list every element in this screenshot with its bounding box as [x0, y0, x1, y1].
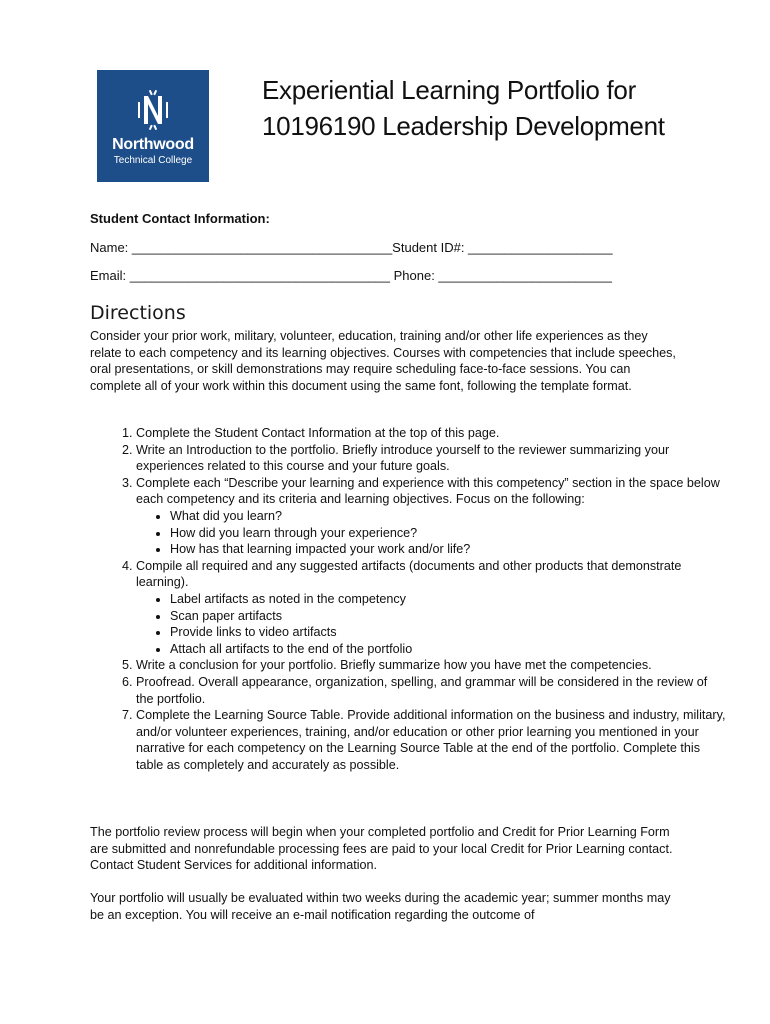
step-text: Complete the Student Contact Information at the top of this page.	[136, 426, 500, 440]
step-text: Complete the Learning Source Table. Provide additional information on the business and industry, military, and/or volunteer experiences, training, and/or education or other prior learning you mentioned in your narrative for each competency on the Learning Source Table at the end of the portfolio. Complete this table as completely and accurately as possible.	[136, 708, 726, 772]
sub-bullet-item: • Provide links to video artifacts	[170, 624, 726, 641]
step-sub-list	[136, 508, 726, 558]
step-text: Write an Introduction to the portfolio. Briefly introduce yourself to the reviewer summarizing your experiences related to this course and your future goals.	[136, 442, 670, 474]
directions-heading: Directions	[90, 302, 186, 324]
email-phone-fields[interactable]: Email: ____________________________________ Phone: ________________________	[90, 268, 612, 283]
directions-steps-list	[90, 425, 726, 773]
logo-subtitle: Technical College	[113, 155, 193, 166]
step-item	[136, 558, 726, 658]
name-student-id-fields[interactable]: Name: ____________________________________Student ID#: ____________________	[90, 240, 613, 255]
step-item	[136, 707, 726, 773]
sub-bullet-item: • Scan paper artifacts	[170, 608, 726, 625]
sub-bullet-item: • Attach all artifacts to the end of the portfolio	[170, 641, 726, 658]
step-text: Write a conclusion for your portfolio. Briefly summarize how you have met the competencies.	[136, 658, 652, 673]
step-text: Compile all required and any suggested artifacts (documents and other products that demonstrate learning).	[136, 558, 682, 590]
evaluation-paragraph: Your portfolio will usually be evaluated within two weeks during the academic year; summer months may be an exception. You will receive an e-mail notification regarding the outcome of	[90, 891, 671, 922]
document-title	[262, 72, 742, 144]
logo-wordmark: Northwood	[112, 136, 194, 153]
step-item	[136, 425, 726, 442]
step-item	[136, 657, 726, 674]
review-process-paragraph: The portfolio review process will begin when your completed portfolio and Credit for Prior Learning Form are submitted and nonrefundable processing fees are paid to your local Credit for Prior Learning contact. Contact Student Services for additional information.	[90, 825, 673, 873]
step-text: Complete each “Describe your learning and experience with this competency” section in the space below each competency and its criteria and learning objectives. Focus on the following:	[136, 475, 720, 507]
sub-bullet-item: • How has that learning impacted your work and/or life?	[170, 541, 726, 558]
title-line-2: 10196190 Leadership Development	[262, 111, 665, 141]
title-line-1: Experiential Learning Portfolio for	[262, 75, 636, 105]
college-logo	[97, 70, 209, 182]
step-sub-list	[136, 591, 726, 657]
contact-heading: Student Contact Information:	[90, 211, 270, 226]
step-item	[136, 442, 726, 475]
step-item	[136, 674, 726, 707]
sub-bullet-item: • Label artifacts as noted in the competency	[170, 591, 726, 608]
sub-bullet-item: • How did you learn through your experience?	[170, 525, 726, 542]
step-text: Proofread. Overall appearance, organization, spelling, and grammar will be considered in the review of the portfolio.	[136, 674, 708, 706]
sub-bullet-item: • What did you learn?	[170, 508, 726, 525]
step-item	[136, 475, 726, 558]
northwood-n-icon	[135, 90, 171, 130]
directions-intro: Consider your prior work, military, volunteer, education, training and/or other life experiences as they relate to each competency and its learning objectives. Courses with competencies that include speeches, oral presentations, or skill demonstrations may require scheduling face-to-face sessions. You can complete all of your work within this document using the same font, following the template format.	[90, 329, 676, 393]
